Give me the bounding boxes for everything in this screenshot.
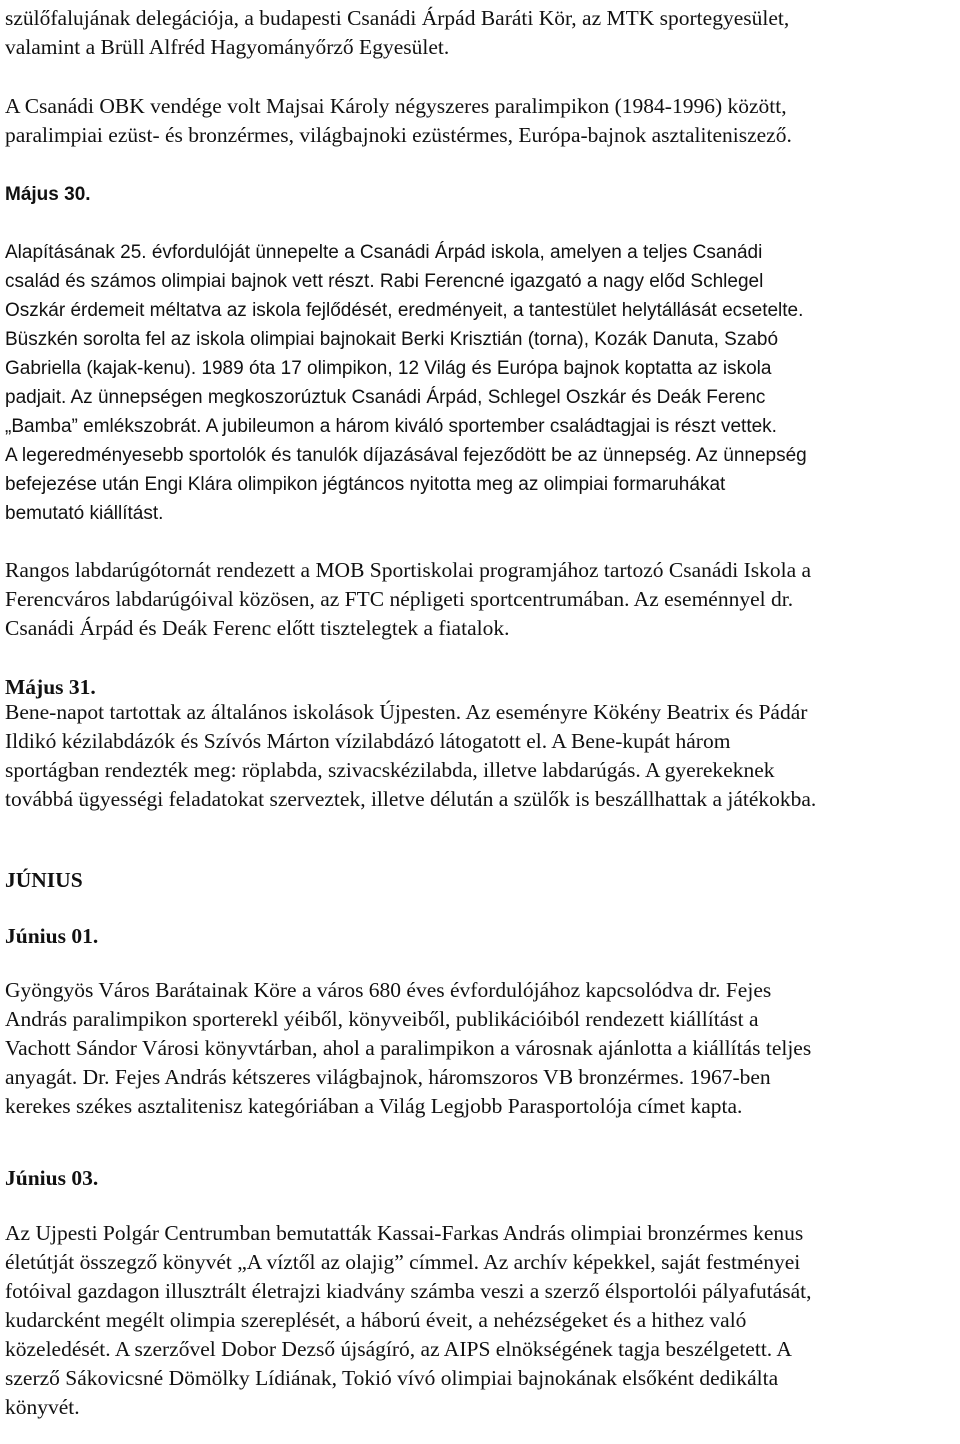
paragraph-gyongyos	[5, 976, 811, 1121]
text-line: Bene-napot tartottak az általános iskolások Újpesten. Az eseményre Kökény Beatrix és Pádár	[5, 700, 808, 724]
text-line: család és számos olimpiai bajnok vett részt. Rabi Ferencné igazgató a nagy előd Schlegel	[5, 271, 764, 292]
month-heading-junius: JÚNIUS	[5, 868, 83, 892]
text-line: Gyöngyös Város Barátainak Köre a város 680 éves évfordulójához kapcsolódva dr. Fejes	[5, 978, 772, 1002]
text-line: bemutató kiállítást.	[5, 503, 164, 524]
text-line: Rangos labdarúgótornát rendezett a MOB Sportiskolai programjához tartozó Csanádi Iskola a	[5, 558, 812, 582]
text-line: kudarcként megélt olimpia szereplését, a háború éveit, a nehézségeket és a hithez való	[5, 1308, 747, 1332]
text-line: Ferencváros labdarúgóival közösen, az FTC népligeti sportcentrumában. Az eseménnyel dr.	[5, 587, 794, 611]
text-line: padjait. Az ünnepségen megkoszorúztuk Csanádi Árpád, Schlegel Oszkár és Deák Ferenc	[5, 387, 766, 408]
text-line: szülőfalujának delegációja, a budapesti Csanádi Árpád Baráti Kör, az MTK sportegyesület,	[5, 6, 790, 30]
text-line: sportágban rendezték meg: röplabda, szivacskézilabda, illetve labdarúgás. A gyerekeknek	[5, 758, 775, 782]
text-line: szerző Sákovicsné Dömölky Lídiának, Tokió vívó olimpiai bajnokának elsőként dedikálta	[5, 1366, 779, 1390]
text-line: Az Ujpesti Polgár Centrumban bemutatták Kassai-Farkas András olimpiai bronzérmes kenus	[5, 1221, 804, 1245]
text-line: valamint a Brüll Alfréd Hagyományőrző Egyesület.	[5, 35, 450, 59]
text-line: Alapításának 25. évfordulóját ünnepelte a Csanádi Árpád iskola, amelyen a teljes Csanádi	[5, 242, 763, 263]
text-line: A legeredményesebb sportolók és tanulók díjazásával fejeződött be az ünnepség. Az ünnepség	[5, 445, 807, 466]
text-line: Csanádi Árpád és Deák Ferenc előtt tisztelegtek a fiatalok.	[5, 616, 510, 640]
date-heading-majus-31: Május 31.	[5, 675, 96, 699]
paragraph-intro	[5, 4, 789, 62]
text-line: életútját összegző könyvét „A víztől az olajig” címmel. Az archív képekkel, saját festményei	[5, 1250, 801, 1274]
date-heading-majus-30: Május 30.	[5, 184, 91, 205]
text-line: továbbá ügyességi feladatokat szerveztek, illetve délután a szülők is beszállhattak a játékokba.	[5, 787, 817, 811]
text-line: Ildikó kézilabdázók és Szívós Márton vízilabdázó látogatott el. A Bene-kupát három	[5, 729, 731, 753]
paragraph-rangos	[5, 556, 811, 643]
text-line: Büszkén sorolta fel az iskola olimpiai bajnokait Berki Krisztián (torna), Kozák Danuta, Szabó	[5, 329, 779, 350]
text-line: anyagát. Dr. Fejes András kétszeres világbajnok, háromszoros VB bronzérmes. 1967-ben	[5, 1065, 771, 1089]
text-line: „Bamba” emlékszobrát. A jubileumon a három kiváló sportember családtagjai is részt vettek.	[5, 416, 777, 437]
paragraph-majsai	[5, 92, 792, 150]
text-line: A Csanádi OBK vendége volt Majsai Károly négyszeres paralimpikon (1984-1996) között,	[5, 94, 787, 118]
text-line: közeledését. A szerzővel Dobor Dezső újságíró, az AIPS elnökségének tagja beszélgetett. A	[5, 1337, 792, 1361]
text-line: fotóival gazdagon illusztrált életrajzi kiadvány számba veszi a szerző élsportolói pályafutását,	[5, 1279, 812, 1303]
text-line: Oszkár érdemeit méltatva az iskola fejlődését, eredményeit, a tantestület helytállását ecsetelte.	[5, 300, 804, 321]
text-line: kerekes székes asztalitenisz kategóriában a Világ Legjobb Parasportolója címet kapta.	[5, 1094, 743, 1118]
paragraph-ujpesti	[5, 1219, 812, 1422]
date-heading-junius-01: Június 01.	[5, 924, 99, 948]
text-line: könyvét.	[5, 1395, 80, 1419]
text-line: Vachott Sándor Városi könyvtárban, ahol a paralimpikon a városnak ajánlotta a kiállítás teljes	[5, 1036, 812, 1060]
text-line: András paralimpikon sporterekl yéiből, könyveiből, publikációiból rendezett kiállítást a	[5, 1007, 759, 1031]
date-heading-junius-03: Június 03.	[5, 1166, 99, 1190]
paragraph-bene	[5, 698, 816, 814]
text-line: paralimpiai ezüst- és bronzérmes, világbajnoki ezüstérmes, Európa-bajnok asztaliteniszező.	[5, 123, 792, 147]
paragraph-alapitas	[5, 238, 807, 528]
text-line: Gabriella (kajak-kenu). 1989 óta 17 olimpikon, 12 Világ és Európa bajnok koptatta az iskola	[5, 358, 772, 379]
text-line: befejezése után Engi Klára olimpikon jégtáncos nyitotta meg az olimpiai formaruhákat	[5, 474, 726, 495]
